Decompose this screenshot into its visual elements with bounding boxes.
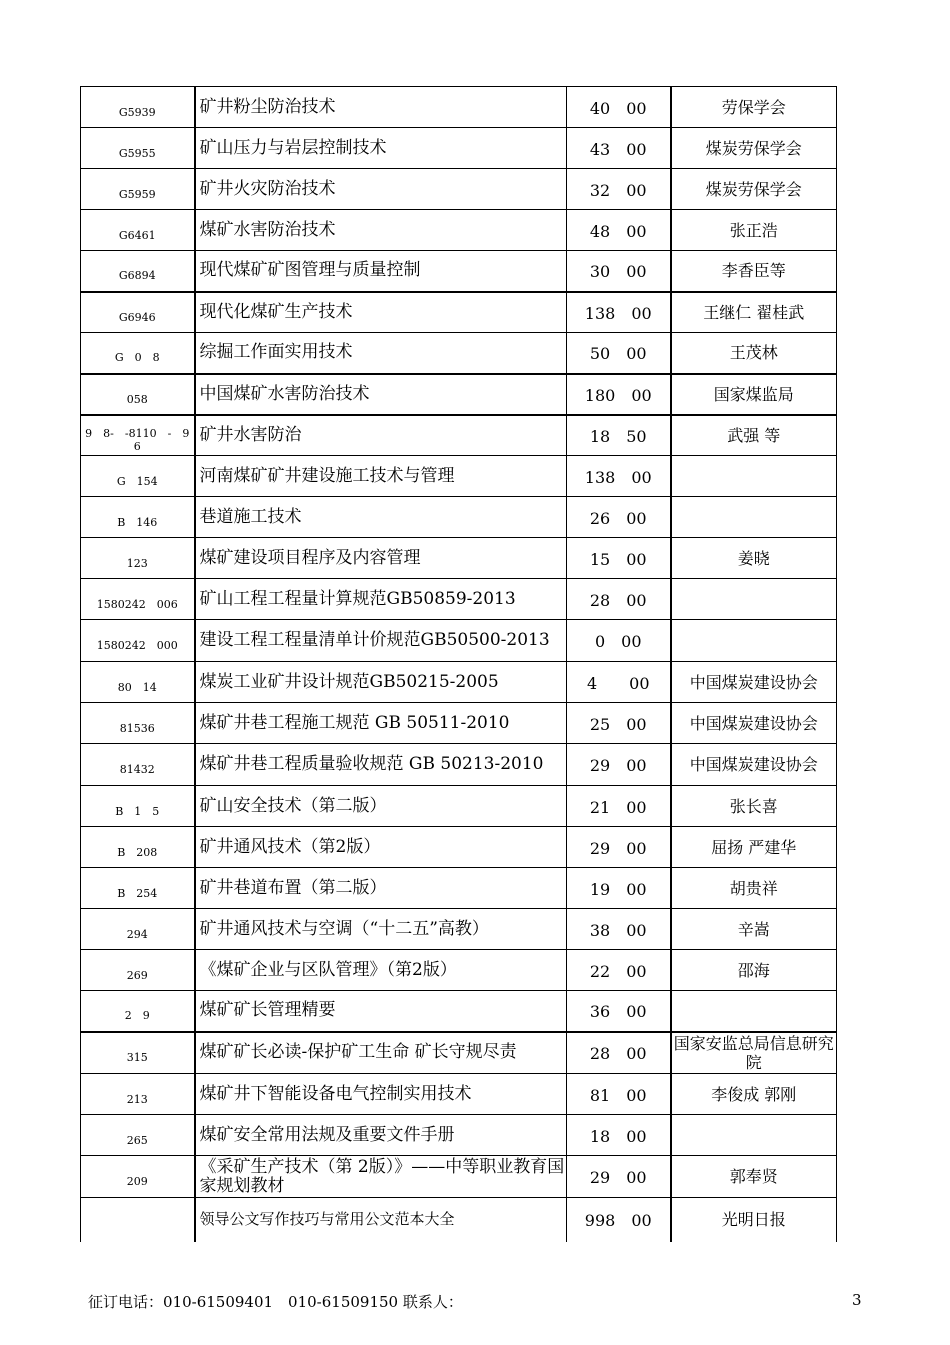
book-code-cell: 80 14 [81,662,195,703]
page-number: 3 [852,1291,862,1309]
book-title-cell: 现代煤矿矿图管理与质量控制 [195,251,567,292]
table-row [81,87,837,128]
book-price-cell: 28 00 [567,579,671,620]
book-price-cell: 26 00 [567,497,671,538]
book-author-cell: 中国煤炭建设协会 [671,662,837,703]
book-price-cell: 50 00 [567,333,671,374]
book-code-cell: B 208 [81,827,195,868]
book-author-cell: 劳保学会 [671,87,837,128]
book-title-cell: 综掘工作面实用技术 [195,333,567,374]
table-row [81,538,837,579]
book-author-cell: 郭奉贤 [671,1156,837,1198]
book-price-cell: 28 00 [567,1032,671,1074]
table-row [81,169,837,210]
table-row [81,579,837,620]
book-price-cell: 998 00 [567,1198,671,1242]
book-code-cell: G5939 [81,87,195,128]
book-author-cell: 李香臣等 [671,251,837,292]
book-code-cell: 9 8- -8110 - 9 6 [81,415,195,456]
book-author-cell: 李俊成 郭刚 [671,1074,837,1115]
book-title-cell: 巷道施工技术 [195,497,567,538]
book-author-cell: 辛嵩 [671,909,837,950]
book-code-cell: 315 [81,1032,195,1074]
book-author-cell [671,620,837,662]
book-code-cell: 294 [81,909,195,950]
book-list-body [81,87,837,1242]
book-author-cell: 胡贵祥 [671,868,837,909]
table-row [81,1198,837,1242]
book-title-cell: 中国煤矿水害防治技术 [195,374,567,415]
book-title-cell: 煤矿矿长必读-保护矿工生命 矿长守规尽责 [195,1032,567,1074]
book-title-cell: 《煤矿企业与区队管理》（第2版） [195,950,567,991]
table-row [81,1032,837,1074]
book-title-cell: 河南煤矿矿井建设施工技术与管理 [195,456,567,497]
book-author-cell: 邵海 [671,950,837,991]
book-author-cell: 国家煤监局 [671,374,837,415]
book-author-cell [671,1115,837,1156]
book-title-cell: 矿井通风技术与空调（“十二五”高教） [195,909,567,950]
book-code-cell: 81536 [81,703,195,744]
book-price-cell: 29 00 [567,1156,671,1198]
table-row [81,909,837,950]
book-author-cell: 中国煤炭建设协会 [671,744,837,786]
book-price-cell: 48 00 [567,210,671,251]
table-row [81,786,837,827]
book-title-cell: 建设工程工程量清单计价规范GB50500-2013 [195,620,567,662]
table-row [81,991,837,1032]
book-title-cell: 矿山压力与岩层控制技术 [195,128,567,169]
book-author-cell [671,497,837,538]
book-title-cell: 矿井巷道布置（第二版） [195,868,567,909]
book-price-cell: 36 00 [567,991,671,1032]
book-author-cell: 张正浩 [671,210,837,251]
table-row [81,1156,837,1198]
book-price-cell: 38 00 [567,909,671,950]
book-price-cell: 4 00 [567,662,671,703]
book-author-cell: 王茂林 [671,333,837,374]
book-code-cell: B 1 5 [81,786,195,827]
book-price-cell: 18 50 [567,415,671,456]
book-author-cell: 光明日报 [671,1198,837,1242]
book-price-cell: 40 00 [567,87,671,128]
book-price-cell: 81 00 [567,1074,671,1115]
book-price-cell: 29 00 [567,827,671,868]
table-row [81,744,837,786]
book-code-cell: 269 [81,950,195,991]
book-code-cell: 209 [81,1156,195,1198]
book-code-cell: 81432 [81,744,195,786]
book-price-cell: 0 00 [567,620,671,662]
book-code-cell: 213 [81,1074,195,1115]
table-row [81,868,837,909]
book-author-cell: 煤炭劳保学会 [671,169,837,210]
book-code-cell [81,1198,195,1242]
book-author-cell [671,991,837,1032]
book-price-cell: 18 00 [567,1115,671,1156]
book-author-cell: 武强 等 [671,415,837,456]
book-code-cell: G5959 [81,169,195,210]
book-code-cell: 2 9 [81,991,195,1032]
book-author-cell [671,579,837,620]
book-title-cell: 矿井粉尘防治技术 [195,87,567,128]
book-price-cell: 25 00 [567,703,671,744]
book-author-cell: 姜晓 [671,538,837,579]
table-row [81,128,837,169]
book-title-cell: 矿井通风技术（第2版） [195,827,567,868]
book-price-cell: 43 00 [567,128,671,169]
book-title-cell: 领导公文写作技巧与常用公文范本大全 [195,1198,567,1242]
book-price-cell: 29 00 [567,744,671,786]
book-title-cell: 煤矿井下智能设备电气控制实用技术 [195,1074,567,1115]
book-title-cell: 《采矿生产技术（第 2版）》——中等职业教育国家规划教材 [195,1156,567,1198]
table-row [81,662,837,703]
book-title-cell: 煤矿水害防治技术 [195,210,567,251]
book-title-cell: 煤矿安全常用法规及重要文件手册 [195,1115,567,1156]
table-row [81,1115,837,1156]
book-author-cell: 屈扬 严建华 [671,827,837,868]
book-title-cell: 煤炭工业矿井设计规范GB50215-2005 [195,662,567,703]
book-code-cell: G5955 [81,128,195,169]
book-price-cell: 15 00 [567,538,671,579]
book-code-cell: B 146 [81,497,195,538]
book-author-cell: 煤炭劳保学会 [671,128,837,169]
table-row [81,827,837,868]
book-code-cell: 1580242 006 [81,579,195,620]
table-row [81,456,837,497]
book-code-cell: G6894 [81,251,195,292]
book-price-cell: 138 00 [567,292,671,333]
book-price-cell: 19 00 [567,868,671,909]
book-author-cell [671,456,837,497]
book-price-cell: 30 00 [567,251,671,292]
table-row [81,497,837,538]
book-title-cell: 矿山安全技术（第二版） [195,786,567,827]
table-row [81,620,837,662]
table-row [81,210,837,251]
table-row [81,251,837,292]
book-title-cell: 矿山工程工程量计算规范GB50859-2013 [195,579,567,620]
book-code-cell: 123 [81,538,195,579]
table-row [81,415,837,456]
book-title-cell: 矿井水害防治 [195,415,567,456]
book-code-cell: G6461 [81,210,195,251]
table-row [81,374,837,415]
book-title-cell: 现代化煤矿生产技术 [195,292,567,333]
book-code-cell: 1580242 000 [81,620,195,662]
book-code-cell: G6946 [81,292,195,333]
book-author-cell: 王继仁 翟桂武 [671,292,837,333]
book-list-table [80,86,837,1242]
book-author-cell: 国家安监总局信息研究院 [671,1032,837,1074]
table-row [81,1074,837,1115]
book-code-cell: 058 [81,374,195,415]
table-row [81,333,837,374]
book-title-cell: 矿井火灾防治技术 [195,169,567,210]
table-row [81,703,837,744]
book-price-cell: 138 00 [567,456,671,497]
book-title-cell: 煤矿建设项目程序及内容管理 [195,538,567,579]
book-price-cell: 32 00 [567,169,671,210]
book-price-cell: 180 00 [567,374,671,415]
book-code-cell: G 154 [81,456,195,497]
book-price-cell: 21 00 [567,786,671,827]
book-code-cell: 265 [81,1115,195,1156]
table-row [81,950,837,991]
book-title-cell: 煤矿井巷工程质量验收规范 GB 50213-2010 [195,744,567,786]
book-author-cell: 中国煤炭建设协会 [671,703,837,744]
book-price-cell: 22 00 [567,950,671,991]
book-author-cell: 张长喜 [671,786,837,827]
book-title-cell: 煤矿矿长管理精要 [195,991,567,1032]
book-code-cell: B 254 [81,868,195,909]
book-title-cell: 煤矿井巷工程施工规范 GB 50511-2010 [195,703,567,744]
table-row [81,292,837,333]
footer-contact: 征订电话：010-61509401 010-61509150 联系人： [88,1293,463,1311]
book-code-cell: G 0 8 [81,333,195,374]
